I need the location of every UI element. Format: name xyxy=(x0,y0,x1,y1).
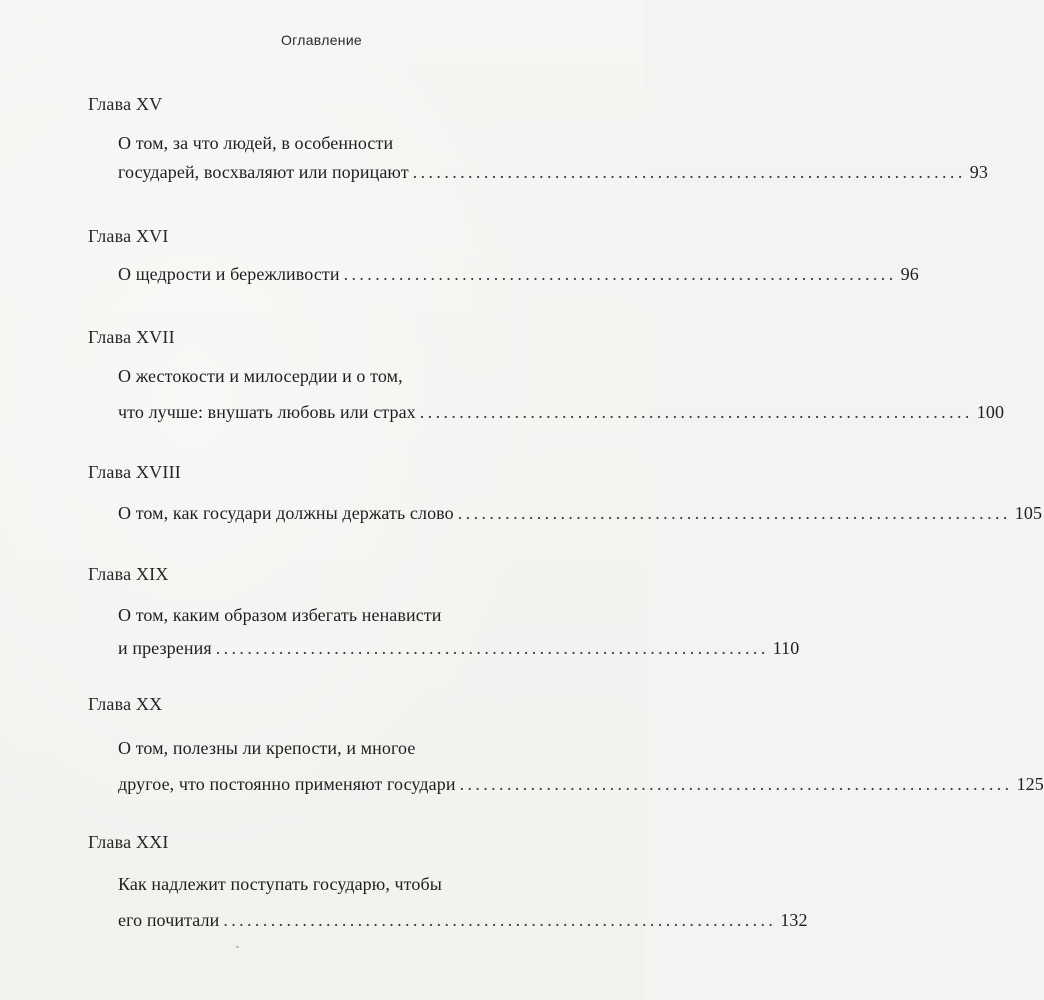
dot-leader: ...................................................................... xyxy=(419,402,973,422)
entry-title-line: О том, за что людей, в особенности xyxy=(118,133,394,153)
page-number: 100 xyxy=(976,402,1005,422)
running-head-title: Оглавление xyxy=(280,32,363,48)
page-number: 93 xyxy=(969,162,988,182)
page-number: 96 xyxy=(900,264,919,284)
entry-title-line: государей, восхваляют или порицают xyxy=(118,162,409,182)
page-number: 110 xyxy=(772,638,800,658)
entry-title-line: О щедрости и бережливости xyxy=(118,264,340,284)
dot-leader: ...................................................................... xyxy=(343,264,897,284)
entry-title-line: О том, как государи должны держать слово xyxy=(118,503,454,523)
toc-entry xyxy=(118,638,800,659)
dot-leader: ...................................................................... xyxy=(215,638,769,658)
entry-title-line: что лучше: внушать любовь или страх xyxy=(118,402,416,422)
entry-title-line: О том, каким образом избегать ненависти xyxy=(118,605,442,625)
chapter-heading: Глава XVII xyxy=(88,327,175,347)
chapter-heading: Глава XVI xyxy=(88,226,169,246)
page-number: 105 xyxy=(1014,503,1043,523)
chapter-heading: Глава XV xyxy=(88,94,163,114)
toc-entry xyxy=(118,774,1044,795)
page-number: 132 xyxy=(780,910,808,930)
toc-entry xyxy=(118,503,1043,524)
entry-title-line: О том, полезны ли крепости, и многое xyxy=(118,738,416,758)
dot-leader: ...................................................................... xyxy=(223,910,777,930)
toc-entry xyxy=(118,910,808,931)
chapter-heading: Глава XIX xyxy=(88,564,169,584)
entry-title-line: О жестокости и милосердии и о том, xyxy=(118,366,403,386)
entry-title-line: и презрения xyxy=(118,638,212,658)
chapter-heading: Глава XXI xyxy=(88,832,169,852)
chapter-heading: Глава XVIII xyxy=(88,462,181,482)
toc-entry xyxy=(118,402,1005,423)
entry-title-line: Как надлежит поступать государю, чтобы xyxy=(118,874,442,894)
paper-speck xyxy=(236,946,239,948)
dot-leader: ...................................................................... xyxy=(412,162,966,182)
chapter-heading: Глава XX xyxy=(88,694,163,714)
toc-entry xyxy=(118,162,988,183)
dot-leader: ...................................................................... xyxy=(459,774,1013,794)
dot-leader: ...................................................................... xyxy=(457,503,1011,523)
page-number: 125 xyxy=(1016,774,1044,794)
entry-title-line: другое, что постоянно применяют государи xyxy=(118,774,456,794)
entry-title-line: его почитали xyxy=(118,910,220,930)
toc-entry xyxy=(118,264,919,285)
